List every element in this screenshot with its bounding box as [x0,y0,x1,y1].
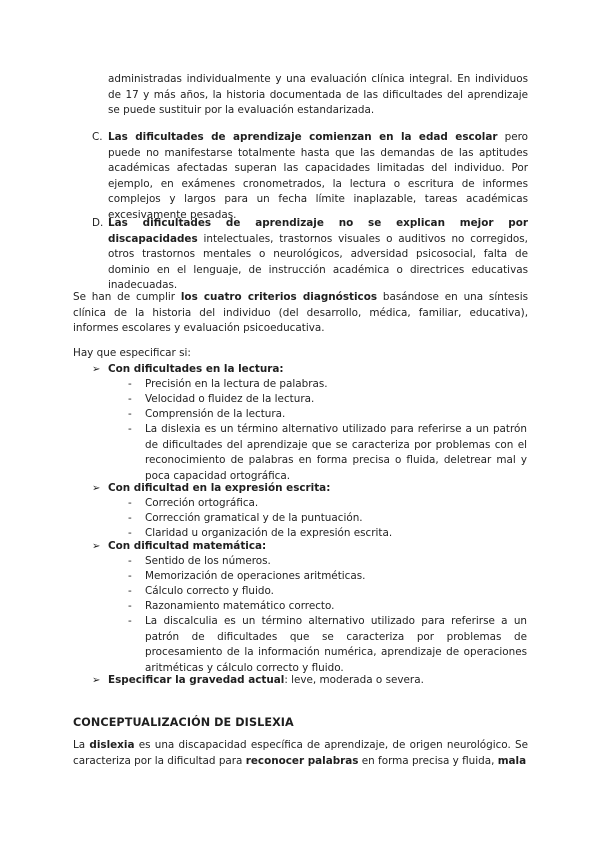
list-item: Memorización de operaciones aritméticas. [145,570,366,582]
list-item: Velocidad o fluidez de la lectura. [145,393,315,405]
severity-bold: Especificar la gravedad actual [108,674,285,686]
specifier-reading-title: Con dificultades en la lectura: [108,363,284,375]
intro-tail-paragraph: administradas individualmente y una evaluación clínica integral. En individuos de 17 y más años, la historia documentada de las dificultades del aprendizaje se puede sustituir por la evaluación estandarizada. [108,73,528,116]
dash-bullet-icon: - [128,600,132,612]
list-item: Claridad u organización de la expresión escrita. [145,527,393,539]
list-item: Cálculo correcto y fluido. [145,585,274,597]
dash-bullet-icon: - [128,393,132,405]
dash-bullet-icon: - [128,555,132,567]
severity-line: Especificar la gravedad actual: leve, moderada o severa. [108,674,424,686]
list-item: La discalculia es un término alternativo utilizado para referirse a un patrón de dificultades que se caracteriza por problemas de procesamiento de la información numérica, aprendizaje de operaciones aritméticas y cálculo correcto y fluido. [145,615,527,674]
summary-bold: los cuatro criterios diagnósticos [180,291,378,303]
specifier-writing-title: Con dificultad en la expresión escrita: [108,482,331,494]
criterion-c [92,130,528,223]
summary-paragraph: Se han de cumplir los cuatro criterios diagnósticos basándose en una síntesis clínica de la historia del individuo (del desarrollo, médica, familiar, educativa), informes escolares y evaluación psicoeducativa. [73,291,528,334]
dash-bullet-icon: - [128,570,132,582]
list-item: La dislexia es un término alternativo utilizado para referirse a un patrón de dificultades del aprendizaje que se caracteriza por problemas con el reconocimiento de palabras en forma precisa o fluida, deletrear mal y poca capacidad ortográfica. [145,423,527,482]
criterion-c-marker: C. [92,131,103,143]
list-item: Razonamiento matemático correcto. [145,600,335,612]
dash-bullet-icon: - [128,512,132,524]
criterion-d-marker: D. [92,217,104,229]
dash-bullet-icon: - [128,497,132,509]
arrow-bullet-icon: ➢ [92,364,101,375]
section-paragraph: La dislexia es una discapacidad específica de aprendizaje, de origen neurológico. Se caracteriza por la dificultad para reconocer palabras en forma precisa y fluida, mala [73,739,528,767]
criterion-c-bold: Las dificultades de aprendizaje comienzan en la edad escolar [108,131,498,143]
arrow-bullet-icon: ➢ [92,483,101,494]
criterion-d-bold: Las dificultades de aprendizaje no se explican mejor por discapacidades [108,217,528,245]
list-item: Correción ortográfica. [145,497,259,509]
list-item: Corrección gramatical y de la puntuación. [145,512,363,524]
criterion-c-text: pero puede no manifestarse totalmente hasta que las demandas de las aptitudes académicas afectadas superan las capacidades limitadas del individuo. Por ejemplo, en exámenes cronometrados, la lectura o escritura de informes complejos y largos para un fecha límite inaplazable, tareas académicas excesivamente pesadas. [108,131,528,221]
criterion-d [92,216,528,294]
specifier-math-title: Con dificultad matemática: [108,540,267,552]
section-heading: CONCEPTUALIZACIÓN DE DISLEXIA [73,716,294,729]
dash-bullet-icon: - [128,378,132,390]
specify-intro: Hay que especificar si: [73,347,191,359]
list-item: Sentido de los números. [145,555,271,567]
criterion-d-text: intelectuales, trastornos visuales o auditivos no corregidos, otros trastornos mentales o neurológicos, adversidad psicosocial, falta de dominio en el lenguaje, de instrucción académica o directrices educativas inadecuadas. [108,232,528,291]
dash-bullet-icon: - [128,527,132,539]
arrow-bullet-icon: ➢ [92,541,101,552]
dash-bullet-icon: - [128,423,132,435]
dash-bullet-icon: - [128,585,132,597]
list-item: Precisión en la lectura de palabras. [145,378,328,390]
arrow-bullet-icon: ➢ [92,675,101,686]
list-item: Comprensión de la lectura. [145,408,286,420]
dash-bullet-icon: - [128,615,132,627]
dash-bullet-icon: - [128,408,132,420]
